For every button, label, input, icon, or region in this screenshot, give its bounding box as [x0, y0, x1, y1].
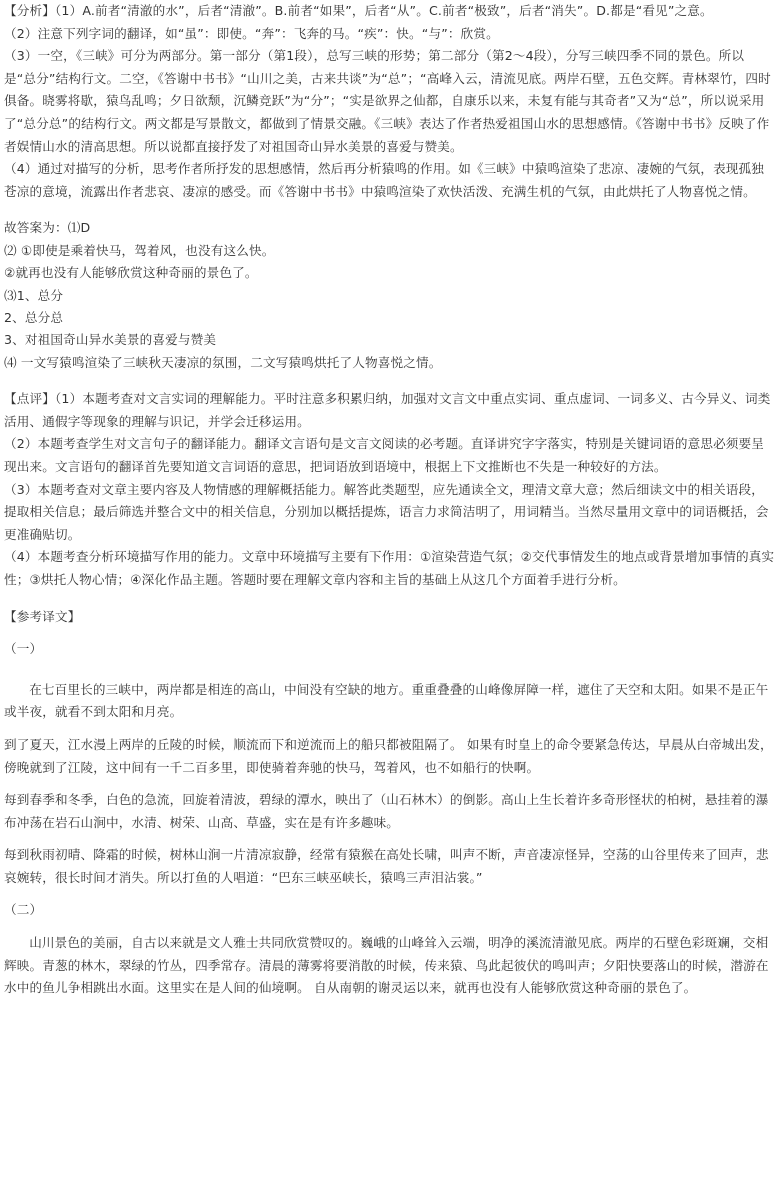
comment-section	[4, 388, 776, 591]
spacer	[4, 724, 776, 734]
translation-paragraph-4: 每到秋雨初晴、降霜的时候，树林山涧一片清凉寂静，经常有猿猴在高处长啸，叫声不断，声音凄凉怪异，空荡的山谷里传来了回声，悲哀婉转，很长时间才消失。所以打鱼的人唱道：“巴东三峡巫峡长，猿鸣三声泪沾裳。”	[4, 847, 769, 885]
translation-paragraph-2: 到了夏天，江水漫上两岸的丘陵的时候，顺流而下和逆流而上的船只都被阻隔了。 如果有时皇上的命令要紧急传达，早晨从白帝城出发，傍晚就到了江陵，这中间有一千二百多里，即使骑着奔驰的快马，驾着风，也不如船行的快啊。	[4, 736, 773, 775]
spacer	[4, 592, 776, 606]
spacer	[4, 889, 776, 899]
answer-line-4: 2、总分总	[4, 309, 64, 325]
spacer	[4, 922, 776, 932]
spacer	[4, 628, 776, 638]
answer-line-3: ⑶1、总分	[4, 287, 64, 303]
spacer	[4, 834, 776, 844]
translation-part-1-label: （一）	[4, 641, 43, 657]
answer-line-6: ⑷ 一文写猿鸣渲染了三峡秋天凄凉的氛围，二文写猿鸣烘托了人物喜悦之情。	[4, 354, 442, 370]
translation-section	[4, 606, 776, 1000]
analysis-paragraph-4: （4）通过对描写的分析，思考作者所抒发的思想感情，然后再分析猿鸣的作用。如《三峡》中猿鸣渲染了悲凉、凄婉的气氛，表现孤独苍凉的意境，流露出作者悲哀、凄凉的感受。而《答谢中书书》中猿鸣渲染了欢快活泼、充满生机的气氛，由此烘托了人物喜悦之情。	[4, 161, 765, 199]
translation-heading: 【参考译文】	[4, 608, 81, 624]
spacer	[4, 374, 776, 388]
analysis-paragraph-3: （3）一空，《三峡》可分为两部分。第一部分（第1段），总写三峡的形势；第二部分（第2～4段），分写三峡四季不同的景色。所以是“总分”结构行文。二空，《答谢中书书》“山川之美，古来共谈”为“总”；“高峰入云，清流见底。两岸石壁，五色交辉。青林翠竹，四时俱备。晓雾将歇，猿鸟乱鸣；夕日欲颓，沉鳞竞跃”为“分”；“实是欲界之仙都，自康乐以来，未复有能与其奇者”又为“总”，所以说采用了“总分总”的结构行文。两文都是写景散文，都做到了情景交融。《三峡》表达了作者热爱祖国山水的思想感情。《答谢中书书》反映了作者娱情山水的清高思想。所以说都直接抒发了对祖国奇山异水美景的喜爱与赞美。	[4, 48, 771, 154]
spacer	[4, 779, 776, 789]
comment-paragraph-4: （4）本题考查分析环境描写作用的能力。文章中环境描写主要有下作用：①渲染营造气氛；②交代事情发生的地点或背景增加事情的真实性；③烘托人物心情；④深化作品主题。答题时要在理解文章内容和主旨的基础上从这几个方面着手进行分析。	[4, 549, 775, 587]
answer-line-1: ⑵ ①即使是乘着快马，驾着风，也没有这么快。	[4, 242, 275, 258]
answer-line-5: 3、对祖国奇山异水美景的喜爱与赞美	[4, 332, 217, 348]
answer-section	[4, 217, 776, 374]
answer-line-0: 故答案为：⑴D	[4, 220, 91, 236]
translation-paragraph-5: 山川景色的美丽，自古以来就是文人雅士共同欣赏赞叹的。巍峨的山峰耸入云端，明净的溪流清澈见底。两岸的石壁色彩斑斓，交相辉映。青葱的林木，翠绿的竹丛，四季常存。清晨的薄雾将要消散的时候，传来猿、鸟此起彼伏的鸣叫声；夕阳快要落山的时候，潜游在水中的鱼儿争相跳出水面。这里实在是人间的仙境啊。 自从南朝的谢灵运以来，就再也没有人能够欣赏这种奇丽的景色了。	[4, 935, 769, 996]
answer-line-2: ②就再也没有人能够欣赏这种奇丽的景色了。	[4, 265, 258, 281]
translation-part-2-label: （二）	[4, 902, 43, 918]
analysis-paragraph-1: 【分析】（1）A.前者“清澈的水”，后者“清澈”。B.前者“如果”，后者“从”。C.前者“极致”，后者“消失”。D.都是“看见”之意。	[4, 3, 713, 18]
translation-paragraph-3: 每到春季和冬季，白色的急流，回旋着清波，碧绿的潭水，映出了（山石林木）的倒影。高山上生长着许多奇形怪状的柏树，悬挂着的瀑布冲荡在岩石山涧中，水清、树荣、山高、草盛，实在是有许多趣味。	[4, 792, 769, 830]
translation-paragraph-1: 在七百里长的三峡中，两岸都是相连的高山，中间没有空缺的地方。重重叠叠的山峰像屏障一样，遮住了天空和太阳。如果不是正午或半夜，就看不到太阳和月亮。	[4, 681, 769, 720]
analysis-section	[4, 0, 776, 203]
spacer	[4, 203, 776, 217]
comment-paragraph-2: （2）本题考查学生对文言句子的翻译能力。翻译文言语句是文言文阅读的必考题。直译讲究字字落实，特别是关键词语的意思必须要呈现出来。文言语句的翻译首先要知道文言词语的意思，把词语放到语境中，根据上下文推断也不失是一种较好的方法。	[4, 436, 765, 474]
comment-paragraph-3: （3）本题考查对文章主要内容及人物情感的理解概括能力。解答此类题型，应先通读全文，理清文章大意；然后细读文中的相关语段，提取相关信息；最后筛选并整合文中的相关信息，分别加以概括提炼，语言力求简洁明了，用词精当。当然尽量用文章中的词语概括，会更准确贴切。	[4, 481, 769, 542]
comment-paragraph-1: 【点评】（1）本题考查对文言实词的理解能力。平时注意多积累归纳，加强对文言文中重点实词、重点虚词、一词多义、古今异义、词类活用、通假字等现象的理解与识记，并学会迁移运用。	[4, 391, 771, 429]
spacer	[4, 661, 776, 679]
analysis-paragraph-2: （2）注意下列字词的翻译，如“虽”：即使。“奔”：飞奔的马。“疾”：快。“与”：欣赏。	[4, 25, 499, 41]
